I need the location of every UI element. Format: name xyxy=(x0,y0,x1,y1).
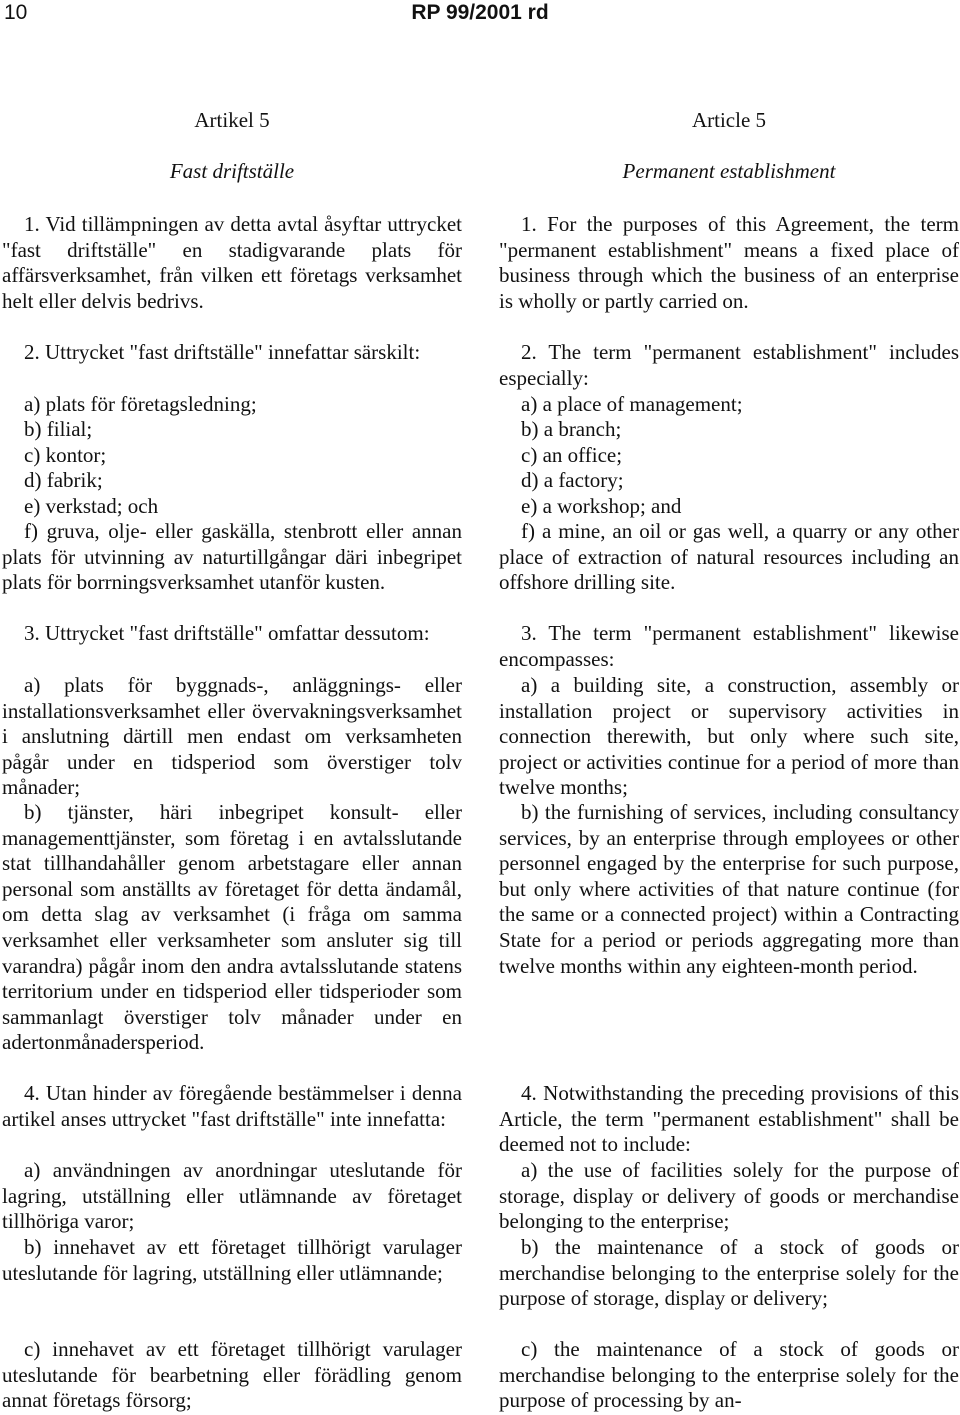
item-2d: d) fabrik; xyxy=(24,468,103,492)
item-2b: b) filial; xyxy=(24,417,93,441)
document-id: RP 99/2001 rd xyxy=(411,1,549,24)
paragraph-4: 4. Utan hinder av föregående bestämmelser i denna artikel anses uttrycket "fast driftställe" inte innefatta: xyxy=(2,1081,462,1131)
item-3b: b) the furnishing of services, including consultancy services, by an enterprise through employees or other personnel engaged by the enterprise for such purpose, but only where activities of that nature continue (for the same or a connected project) within a Contracting State for a period or periods aggregating more than twelve months within any eighteen-month period. xyxy=(499,800,959,978)
paragraph-1: 1. For the purposes of this Agreement, the term "permanent establishment" means a fixed place of business through which the business of an enterprise is wholly or partly carried on. xyxy=(499,212,959,313)
item-2f: f) a mine, an oil or gas well, a quarry or any other place of extraction of natural resources including an offshore drilling site. xyxy=(499,519,959,595)
item-2a: a) plats för företagsledning; xyxy=(24,392,257,416)
paragraph-4: 4. Notwithstanding the preceding provisions of this Article, the term "permanent establishment" shall be deemed not to include: xyxy=(499,1081,959,1157)
item-2c: c) kontor; xyxy=(24,443,107,467)
item-4b: b) the maintenance of a stock of goods or merchandise belonging to the enterprise solely for the purpose of storage, display or delivery; xyxy=(499,1235,959,1311)
paragraph-2: 2. Uttrycket "fast driftställe" innefattar särskilt: xyxy=(24,340,421,364)
item-4c: c) the maintenance of a stock of goods or merchandise belonging to the enterprise solely for the purpose of processing by an- xyxy=(499,1337,959,1413)
item-2c: c) an office; xyxy=(521,443,623,467)
article-heading: Article 5 xyxy=(691,108,767,132)
paragraph-2: 2. The term "permanent establishment" includes especially: xyxy=(499,340,959,390)
paragraph-3: 3. Uttrycket "fast driftställe" omfattar dessutom: xyxy=(24,621,430,645)
item-2e: e) a workshop; and xyxy=(521,494,682,518)
item-4a: a) the use of facilities solely for the purpose of storage, display or delivery of goods or merchandise belonging to the enterprise; xyxy=(499,1158,959,1234)
item-2d: d) a factory; xyxy=(521,468,624,492)
article-title: Permanent establishment xyxy=(622,159,836,183)
item-3b: b) tjänster, häri inbegripet konsult- eller managementtjänster, som företag i en avtalsslutande stat tillhandahåller genom arbetstagare eller annan personal som anställts av företaget för detta ändamål, om detta slag av verksamhet (i fråga om samma verksamhet eller verksamheter som ansluter sig till varandra) pågår inom den andra avtalsslutande statens territorium under en tidsperiod eller tidsperioder som sammanlagt överstiger tolv månader under en adertonmånadersperiod. xyxy=(2,800,462,1055)
item-2e: e) verkstad; och xyxy=(24,494,159,518)
article-title: Fast driftställe xyxy=(169,159,295,183)
item-4c: c) innehavet av ett företaget tillhörigt varulager uteslutande för bearbetning eller förädling genom annat företags försorg; xyxy=(2,1337,462,1413)
article-heading: Artikel 5 xyxy=(194,108,270,132)
item-4b: b) innehavet av ett företaget tillhörigt varulager uteslutande för lagring, utställning eller utlämnande; xyxy=(2,1235,462,1285)
page-number: 10 xyxy=(4,1,28,24)
item-2a: a) a place of management; xyxy=(521,392,743,416)
page-header xyxy=(0,0,960,30)
item-4a: a) användningen av anordningar uteslutande för lagring, utställning eller utlämnande av företaget tillhöriga varor; xyxy=(2,1158,462,1234)
item-2f: f) gruva, olje- eller gaskälla, stenbrott eller annan plats för utvinning av naturtillgångar däri inbegripet plats för borrningsverksamhet utanför kusten. xyxy=(2,519,462,595)
paragraph-3: 3. The term "permanent establishment" likewise encompasses: xyxy=(499,621,959,671)
paragraph-1: 1. Vid tillämpningen av detta avtal åsyftar uttrycket "fast driftställe" en stadigvarande plats för affärsverksamhet, från vilken ett företags verksamhet helt eller delvis bedrivs. xyxy=(2,212,462,313)
item-3a: a) a building site, a construction, assembly or installation project or supervisory activities in connection therewith, but only where such site, project or activities continue for a period of more than twelve months; xyxy=(499,673,959,800)
item-2b: b) a branch; xyxy=(521,417,622,441)
item-3a: a) plats för byggnads-, anläggnings- eller installationsverksamhet eller övervakningsverksamhet i anslutning därtill men endast om verksamheten pågår under en tidsperiod som överstiger tolv månader; xyxy=(2,673,462,800)
